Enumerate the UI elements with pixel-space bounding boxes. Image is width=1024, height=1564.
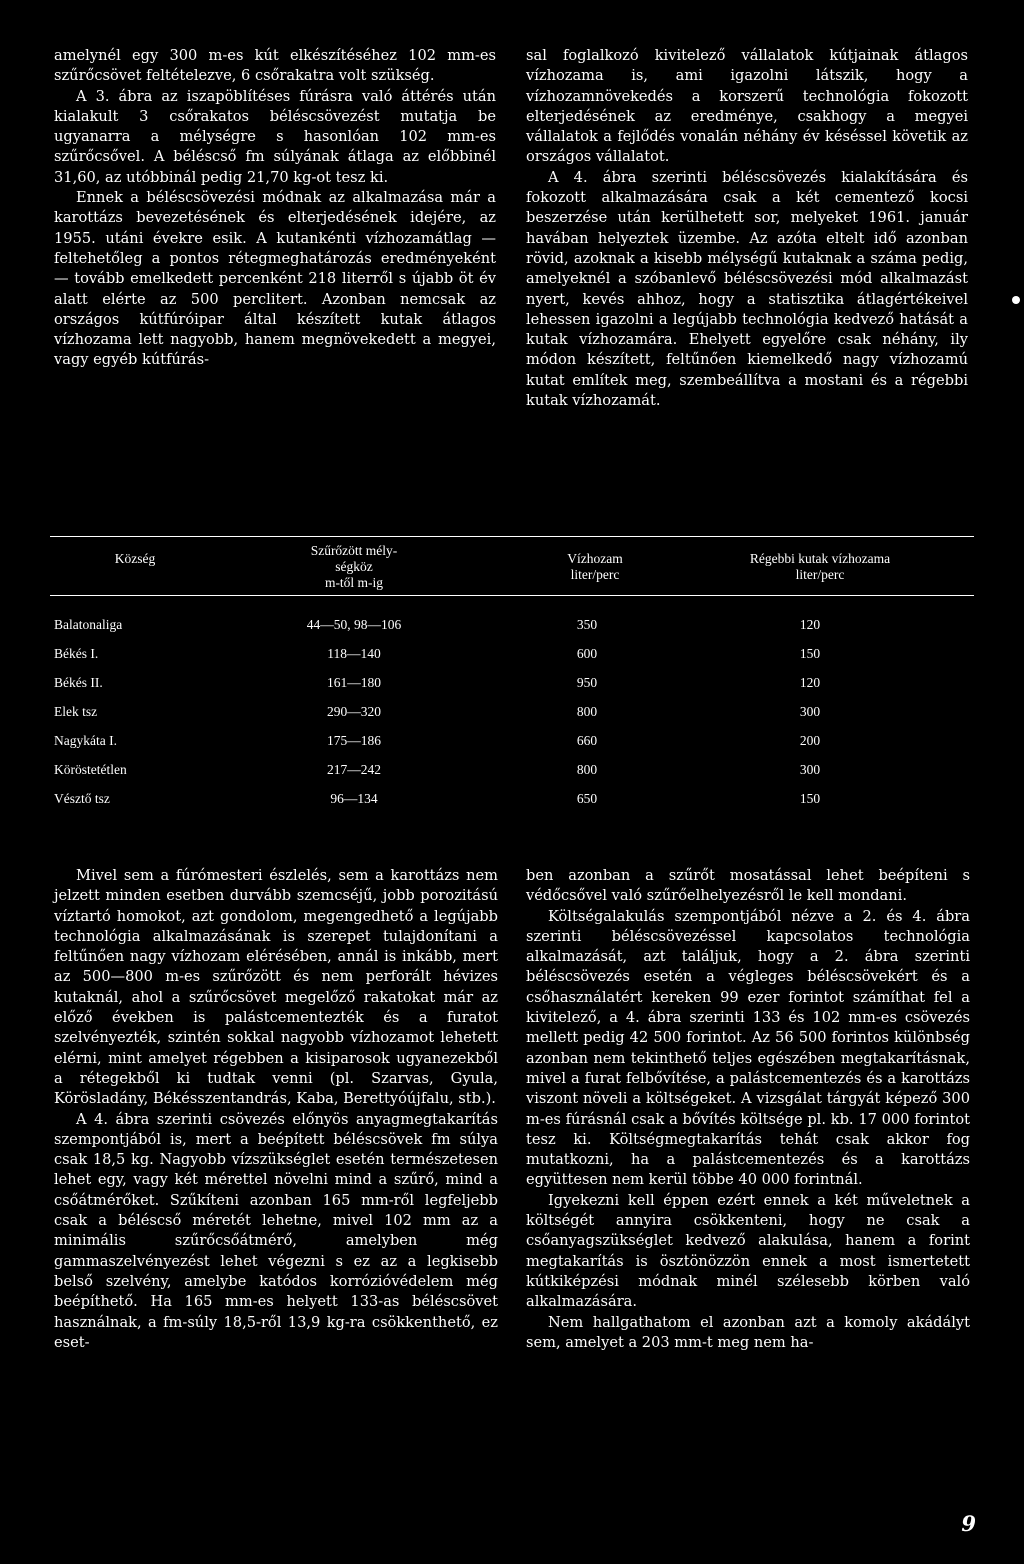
table-row: [50, 674, 974, 703]
cell-regebbi: 300: [799, 704, 821, 719]
text-column-top-right: [526, 46, 968, 411]
cell-kozseg: Nagykáta I.: [54, 733, 117, 748]
paragraph: A 3. ábra az iszapöblítéses fúrásra való áttérés után kialakult 3 csőrakatos béléscsövezést mutatja be ugyanarra a mélységre s hasonlóan 102 mm-es szűrőcsővel. A béléscső fm súlyának átlaga az előbbinél 31,60, az utóbbinál pedig 21,70 kg-ot tesz ki.: [54, 87, 496, 186]
paragraph: Nem hallgathatom el azonban azt a komoly akádályt sem, amelyet a 203 mm-t meg nem ha-: [526, 1313, 970, 1351]
water-yield-table: [50, 536, 974, 819]
cell-mely: 175—186: [327, 733, 381, 748]
text-column-top-left: [54, 46, 496, 371]
paragraph: amelynél egy 300 m-es kút elkészítéséhez 102 mm-es szűrőcsövet feltételezve, 6 csőrakatra volt szükség.: [54, 47, 496, 85]
table-header: [50, 537, 974, 595]
paragraph: ben azonban a szűrőt mosatással lehet beépíteni s védőcsővel való szűrőelhelyezésről le kell mondani.: [526, 867, 970, 905]
cell-regebbi: 120: [799, 675, 821, 690]
cell-vizhozam: 650: [576, 791, 598, 806]
cell-kozseg: Békés II.: [54, 675, 103, 690]
cell-kozseg: Köröstetétlen: [54, 762, 127, 777]
cell-mely: 44—50, 98—106: [306, 617, 402, 632]
cell-regebbi: 200: [799, 733, 821, 748]
cell-vizhozam: 660: [576, 733, 598, 748]
header-regebbi: Régebbi kutak vízhozama liter/perc: [749, 551, 891, 582]
cell-regebbi: 150: [799, 646, 821, 661]
cell-vizhozam: 800: [576, 704, 598, 719]
paragraph: Ennek a béléscsövezési módnak az alkalmazása már a karottázs bevezetésének és elterjedésének idejére, az 1955. utáni évekre esik. A kutankénti vízhozamátlag — feltehetőleg a pontos rétegmeghatározás eredményeként — tovább emelkedett percenként 218 literről s újabb öt év alatt elérte az 500 perclitert. Azonban nemcsak az országos kútfúróipar által készített kutak átlagos vízhozama lett nagyobb, hanem megnövekedett a megyei, vagy egyéb kútfúrás-: [54, 189, 496, 369]
table-row: [50, 790, 974, 819]
header-vizhozam: Vízhozam liter/perc: [567, 551, 623, 582]
cell-regebbi: 150: [799, 791, 821, 806]
paragraph: sal foglalkozó kivitelező vállalatok kútjainak átlagos vízhozama is, ami igazolni látszik, hogy a vízhozamnövekedés a korszerű technológia fokozott elterjedésének az eredménye, csakhogy a megyei vállalatok a fejlődés vonalán néhány év késéssel követik az országos vállalatot.: [526, 47, 968, 166]
margin-dot: [1012, 296, 1020, 304]
cell-mely: 118—140: [327, 646, 381, 661]
text-column-bottom-right: [526, 866, 970, 1353]
paragraph: Költségalakulás szempontjából nézve a 2. és 4. ábra szerinti béléscsövezéssel kapcsolatos technológia alkalmazását, azt találjuk, hogy a 2. ábra szerinti béléscsövezés esetén a végleges béléscsövekért és a csőhasználatért kereken 99 ezer forintot számíthat fel a kivitelező, a 4. ábra szerinti 133 és 102 mm-es csövezés mellett pedig 42 500 forintot. Az 56 500 forintos különbség azonban nem tekinthető teljes egészében megtakarításnak, mivel a furat felbővítése, a palástcementezés és a karottázs viszont növeli a költségeket. A vizsgálat tárgyát képező 300 m-es fúrásnál csak a bővítés költsége pl. kb. 17 000 forintot tesz ki. Költségmegtakarítás tehát csak akkor fog mutatkozni, ha a palástcementezés és a karottázs együttesen nem kerül többe 40 000 forintnál.: [526, 907, 970, 1189]
table-row: [50, 732, 974, 761]
cell-mely: 217—242: [327, 762, 381, 777]
cell-mely: 96—134: [330, 791, 378, 806]
header-kozseg: Község: [114, 551, 156, 566]
table-row: [50, 761, 974, 790]
paragraph: Mivel sem a fúrómesteri észlelés, sem a karottázs nem jelzett minden esetben durvább szemcséjű, jobb porozitású víztartó homokot, azt gondolom, megengedhető a legújabb technológia alkalmazásának is szerepet tulajdonítani a feltűnően nagy vízhozam elérésében, annál is inkább, mert az 500—800 m-es szűrőzött és nem perforált hévizes kutaknál, ahol a szűrőcsövet megelőző rakatokat már az előző években is palástcementezték és a furatot szelvényezték, szintén sokkal nagyobb vízhozamot lehetett elérni, mint amelyet régebben a kisiparosok ugyanezekből a rétegekből ki tudtak venni (pl. Szarvas, Gyula, Körösladány, Békésszentandrás, Kaba, Berettyóújfalu, stb.).: [54, 867, 498, 1108]
paragraph: Igyekezni kell éppen ezért ennek a két műveletnek a költségét annyira csökkenteni, hogy ne csak a csőanyagszükséglet kedvező alakulása, hanem a forint megtakarítás is ösztönözzön ennek a most ismertetett kútkiképzési módnak minél szélesebb körben való alkalmazására.: [526, 1191, 970, 1311]
cell-kozseg: Balatonaliga: [54, 617, 123, 632]
cell-vizhozam: 950: [576, 675, 598, 690]
cell-regebbi: 300: [799, 762, 821, 777]
cell-vizhozam: 800: [576, 762, 598, 777]
table-row: [50, 703, 974, 732]
paragraph: A 4. ábra szerinti béléscsövezés kialakítására és fokozott alkalmazására csak a két cementező kocsi beszerzése után kerülhetett sor, melyeket 1961. január havában helyeztek üzembe. Az azóta eltelt idő azonban rövid, azoknak a kisebb mélységű kutaknak a száma pedig, amelyeknél a szóbanlevő béléscsövezési mód alkalmazást nyert, kevés ahhoz, hogy a statisztika átlagértékeivel lehessen igazolni a legújabb technológia kedvező hatását a kutak vízhozamára. Ehelyett egyelőre csak néhány, ily módon készített, feltűnően kiemelkedő nagy vízhozamú kutat említek meg, szembeállítva a mostani és a régebbi kutak vízhozamát.: [526, 168, 968, 410]
page-number: 9: [961, 1511, 976, 1536]
table-header-rule: [50, 595, 974, 596]
cell-kozseg: Vésztő tsz: [54, 791, 110, 806]
table-row: [50, 645, 974, 674]
cell-kozseg: Elek tsz: [54, 704, 98, 719]
table-body: [50, 616, 974, 819]
cell-vizhozam: 350: [576, 617, 598, 632]
cell-regebbi: 120: [799, 617, 821, 632]
paragraph: A 4. ábra szerinti csövezés előnyös anyagmegtakarítás szempontjából is, mert a beépített béléscsövek fm súlya csak 18,5 kg. Nagyobb vízszükséglet esetén természetesen lehet egy, vagy két mérettel növelni mind a szűrő, mind a csőátmérőket. Szűkíteni azonban 165 mm-ről legfeljebb csak a béléscső méretét lehetne, mivel 102 mm az a minimális szűrőcsőátmérő, amelyben még gammaszelvényezést lehet végezni s ez az a legkisebb belső szelvény, amelybe katódos korrózióvédelem még beépíthető. Ha 165 mm-es helyett 133-as béléscsövet használnak, a fm-súly 18,5-ről 13,9 kg-ra csökkenthető, ez eset-: [54, 1110, 498, 1351]
cell-kozseg: Békés I.: [54, 646, 99, 661]
cell-mely: 161—180: [327, 675, 381, 690]
cell-mely: 290—320: [327, 704, 381, 719]
header-mely: Szűrőzött mély- ségköz m-től m-ig: [310, 543, 398, 590]
text-column-bottom-left: [54, 866, 498, 1353]
cell-vizhozam: 600: [576, 646, 598, 661]
table-row: [50, 616, 974, 645]
